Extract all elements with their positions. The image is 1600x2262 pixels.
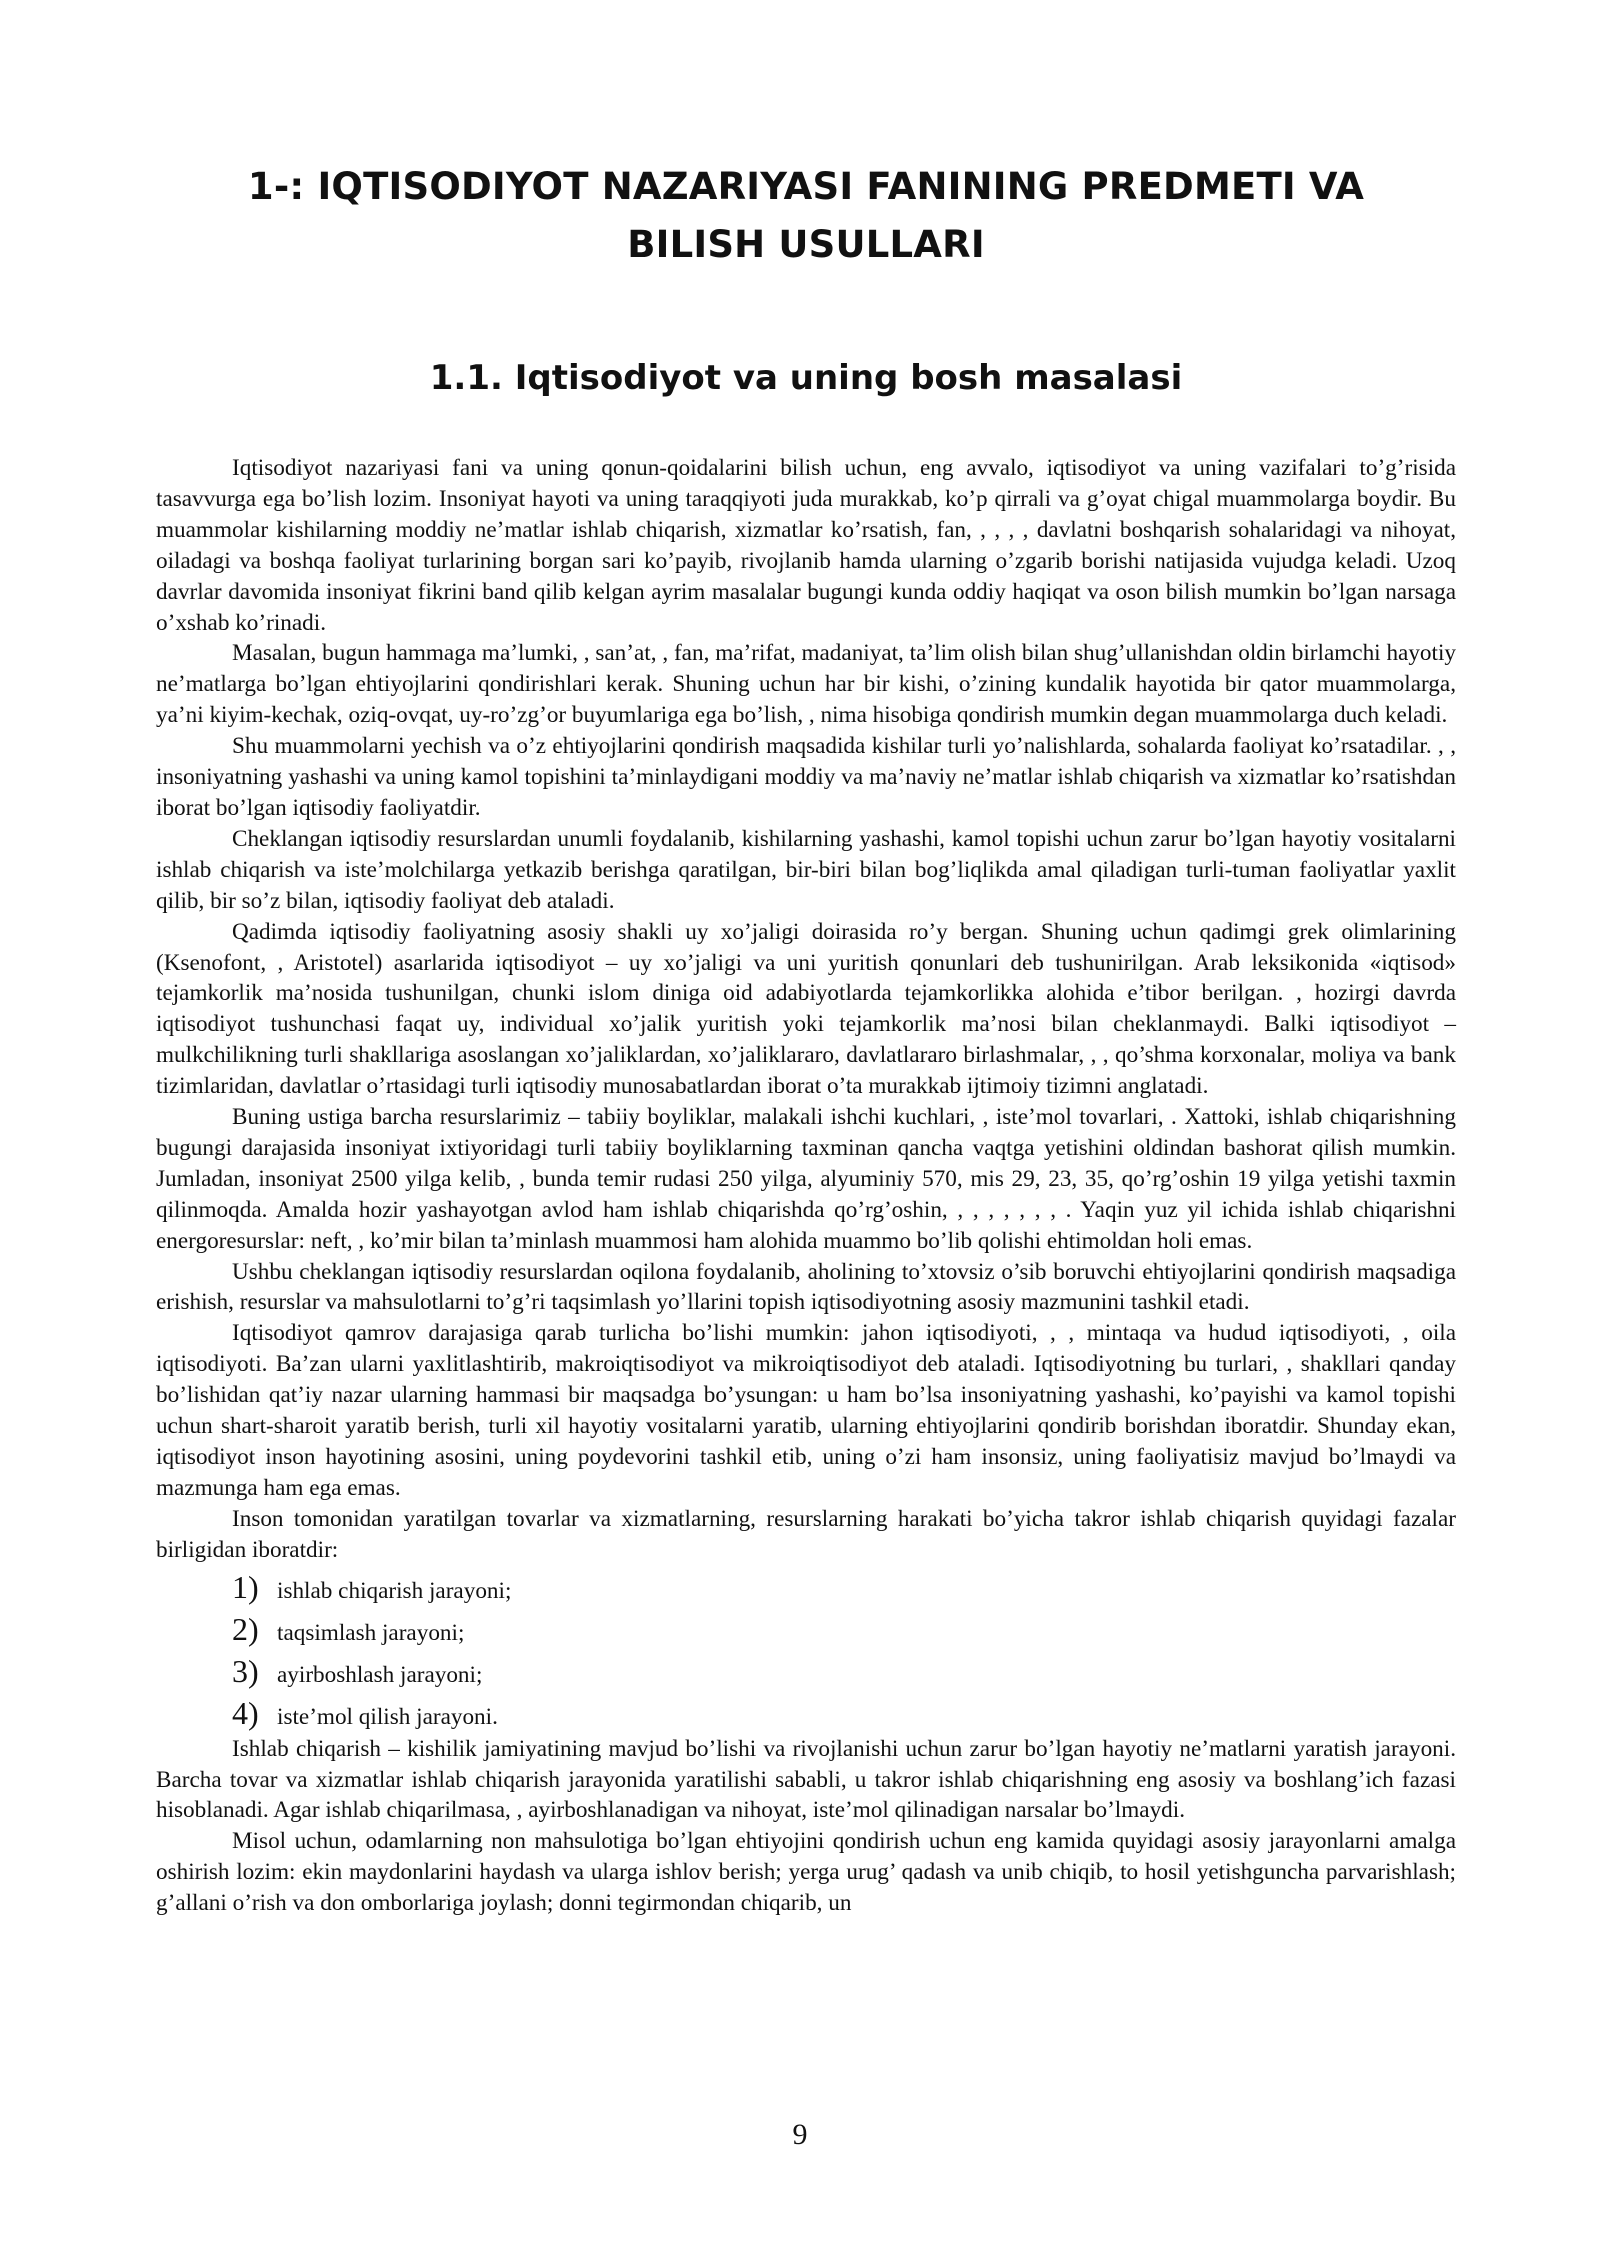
list-item-text: ishlab chiqarish jarayoni;	[277, 1577, 512, 1604]
paragraph: Iqtisodiyot qamrov darajasiga qarab turlicha bo’lishi mumkin: jahon iqtisodiyoti, , , mintaqa va hudud iqtisodiyoti, , oila iqtisodiyoti. Ba’zan ularni yaxlitlashtirib, makroiqtisodiyot va mikroiqtisodiyot deb ataladi. Iqtisodiyotning bu turlari, , shakllari qanday bo’lishidan qat’iy nazar ularning hammasi bir maqsadga bo’ysungan: u ham bo’lsa insoniyatning yashashi, ko’payishi va kamol topishi uchun shart-sharoit yaratib berish, turli xil hayotiy vositalarni yaratib, ularning ehtiyojlarini qondirib borishdan iboratdir. Shunday ekan, iqtisodiyot inson hayotining asosini, uning poydevorini tashkil etib, uning o’zi ham insonsiz, uning faoliyatisiz mavjud bo’lmaydi va mazmunga ham ega emas.	[156, 1320, 1456, 1501]
list-item	[232, 1608, 1456, 1650]
list-item-number: 4)	[232, 1694, 259, 1731]
list-item-text: ayirboshlash jarayoni;	[277, 1661, 483, 1688]
paragraph: Misol uchun, odamlarning non mahsulotiga bo’lgan ehtiyojini qondirish uchun eng kamida quyidagi asosiy jarayonlarni amalga oshirish lozim: ekin maydonlarini haydash va ularga ishlov berish; yerga urug’ qadash va unib chiqib, to hosil yetishguncha parvarishlash; g’allani o’rish va don omborlariga joylash; donni tegirmondan chiqarib, un	[156, 1828, 1456, 1917]
chapter-title-line-1: 1-: IQTISODIYOT NAZARIYASI FANINING PREDMETI VA	[247, 165, 1365, 208]
page-content	[156, 0, 1456, 1919]
chapter-title-line-2: BILISH USULLARI	[627, 223, 985, 266]
section-title: 1.1. Iqtisodiyot va uning bosh masalasi	[429, 358, 1183, 398]
page-number: 9	[792, 2118, 808, 2151]
list-item-number: 1)	[232, 1568, 259, 1605]
paragraph: Shu muammolarni yechish va o’z ehtiyojlarini qondirish maqsadida kishilar turli yo’nalishlarda, sohalarda faoliyat ko’rsatadilar. , , insoniyatning yashashi va uning kamol topishini ta’minlaydigani moddiy va ma’naviy ne’matlar ishlab chiqarish va xizmatlar ko’rsatishdan iborat bo’lgan iqtisodiy faoliyatdir.	[156, 733, 1456, 821]
list-item-text: taqsimlash jarayoni;	[277, 1619, 465, 1646]
paragraph: Cheklangan iqtisodiy resurslardan unumli foydalanib, kishilarning yashashi, kamol topishi uchun zarur bo’lgan hayotiy vositalarni ishlab chiqarish va iste’molchilarga yetkazib berishga qaratilgan, bir-biri bilan bog’liqlikda amal qiladigan turli-tuman faoliyatlar yaxlit qilib, bir so’z bilan, iqtisodiy faoliyat deb ataladi.	[156, 825, 1456, 914]
list-item-number: 2)	[232, 1610, 259, 1647]
chapter-title	[156, 158, 1456, 274]
list-item	[232, 1650, 1456, 1692]
body-text	[156, 453, 1456, 1919]
paragraph: Ishlab chiqarish – kishilik jamiyatining mavjud bo’lishi va rivojlanishi uchun zarur bo’lgan hayotiy ne’matlarni yaratish jarayoni. Barcha tovar va xizmatlar ishlab chiqarish jarayonida yaratilishi sababli, u takror ishlab chiqarishning eng asosiy va boshlang’ich fazasi hisoblanadi. Agar ishlab chiqarilmasa, , ayirboshlanadigan va nihoyat, iste’mol qilinadigan narsalar bo’lmaydi.	[156, 1735, 1456, 1824]
list-item-text: iste’mol qilish jarayoni.	[277, 1703, 498, 1730]
list-item-number: 3)	[232, 1652, 259, 1689]
paragraph: Buning ustiga barcha resurslarimiz – tabiiy boyliklar, malakali ishchi kuchlari, , iste’mol tovarlari, . Xattoki, ishlab chiqarishning bugungi darajasida insoniyat ixtiyoridagi turli tabiiy boyliklarning taxminan qancha vaqtga yetishini oldindan bashorat qilish mumkin. Jumladan, insoniyat 2500 yilga kelib, , bunda temir rudasi 250 yilga, alyuminiy 570, mis 29, 23, 35, qo’rg’oshin 19 yilga yetishi taxmin qilinmoqda. Amalda hozir yashayotgan avlod ham ishlab chiqarishda qo’rg’oshin, , , , , , , , . Yaqin yuz yil ichida ishlab chiqarishni energoresurslar: neft, , ko’mir bilan ta’minlash muammosi ham alohida muammo bo’lib qolishi ehtimoldan holi emas.	[156, 1104, 1456, 1254]
paragraph: Iqtisodiyot nazariyasi fani va uning qonun-qoidalarini bilish uchun, eng avvalo, iqtisodiyot va uning vazifalari to’g’risida tasavvurga ega bo’lish lozim. Insoniyat hayoti va uning taraqqiyoti juda murakkab, ko’p qirrali va g’oyat chigal muammolarga boydir. Bu muammolar kishilarning moddiy ne’matlar ishlab chiqarish, xizmatlar ko’rsatish, fan, , , , , davlatni boshqarish sohalaridagi va nihoyat, oiladagi va boshqa faoliyat turlarining borgan sari ko’payib, rivojlanib hamda ularning o’zgarib borishi natijasida vujudga keladi. Uzoq davrlar davomida insoniyat fikrini band qilib kelgan ayrim masalalar bugungi kunda oddiy haqiqat va oson bilish mumkin bo’lgan narsaga o’xshab ko’rinadi.	[156, 455, 1456, 636]
paragraph: Inson tomonidan yaratilgan tovarlar va xizmatlarning, resurslarning harakati bo’yicha takror ishlab chiqarish quyidagi fazalar birligidan iboratdir:	[156, 1505, 1456, 1563]
phases-list	[156, 1566, 1456, 1734]
paragraph: Qadimda iqtisodiy faoliyatning asosiy shakli uy xo’jaligi doirasida ro’y bergan. Shuning uchun qadimgi grek olimlarining (Ksenofont, , Aristotel) asarlarida iqtisodiyot – uy xo’jaligi va uni yuritish qonunlari deb tushunirilgan. Arab leksikonida «iqtisod» tejamkorlik ma’nosida tushunilgan, chunki islom diniga oid adabiyotlarda tejamkorlikka alohida e’tibor berilgan. , hozirgi davrda iqtisodiyot tushunchasi faqat uy, individual xo’jalik yuritish yoki tejamkorlik ma’nosi bilan cheklanmaydi. Balki iqtisodiyot – mulkchilikning turli shakllariga asoslangan xo’jaliklardan, xo’jaliklararo, davlatlararo birlashmalar, , , qo’shma korxonalar, moliya va bank tizimlaridan, davlatlar o’rtasidagi turli iqtisodiy munosabatlardan iborat o’ta murakkab ijtimoiy tizimni anglatadi.	[156, 918, 1456, 1100]
paragraph: Ushbu cheklangan iqtisodiy resurslardan oqilona foydalanib, aholining to’xtovsiz o’sib boruvchi ehtiyojlarini qondirish maqsadiga erishish, resurslar va mahsulotlarni to’g’ri taqsimlash yo’llarini topish iqtisodiyotning asosiy mazmunini tashkil etadi.	[156, 1258, 1456, 1316]
paragraph: Masalan, bugun hammaga ma’lumki, , san’at, , fan, ma’rifat, madaniyat, ta’lim olish bilan shug’ullanishdan oldin birlamchi hayotiy ne’matlarga bo’lgan ehtiyojlarini qondirishlari kerak. Shuning uchun har bir kishi, o’zining kundalik hayotida bir qator muammolarga, ya’ni kiyim-kechak, oziq-ovqat, uy-ro’zg’or buyumlariga ega bo’lish, , nima hisobiga qondirish mumkin degan muammolarga duch keladi.	[156, 640, 1456, 729]
list-item	[232, 1692, 1456, 1734]
list-item	[232, 1566, 1456, 1608]
